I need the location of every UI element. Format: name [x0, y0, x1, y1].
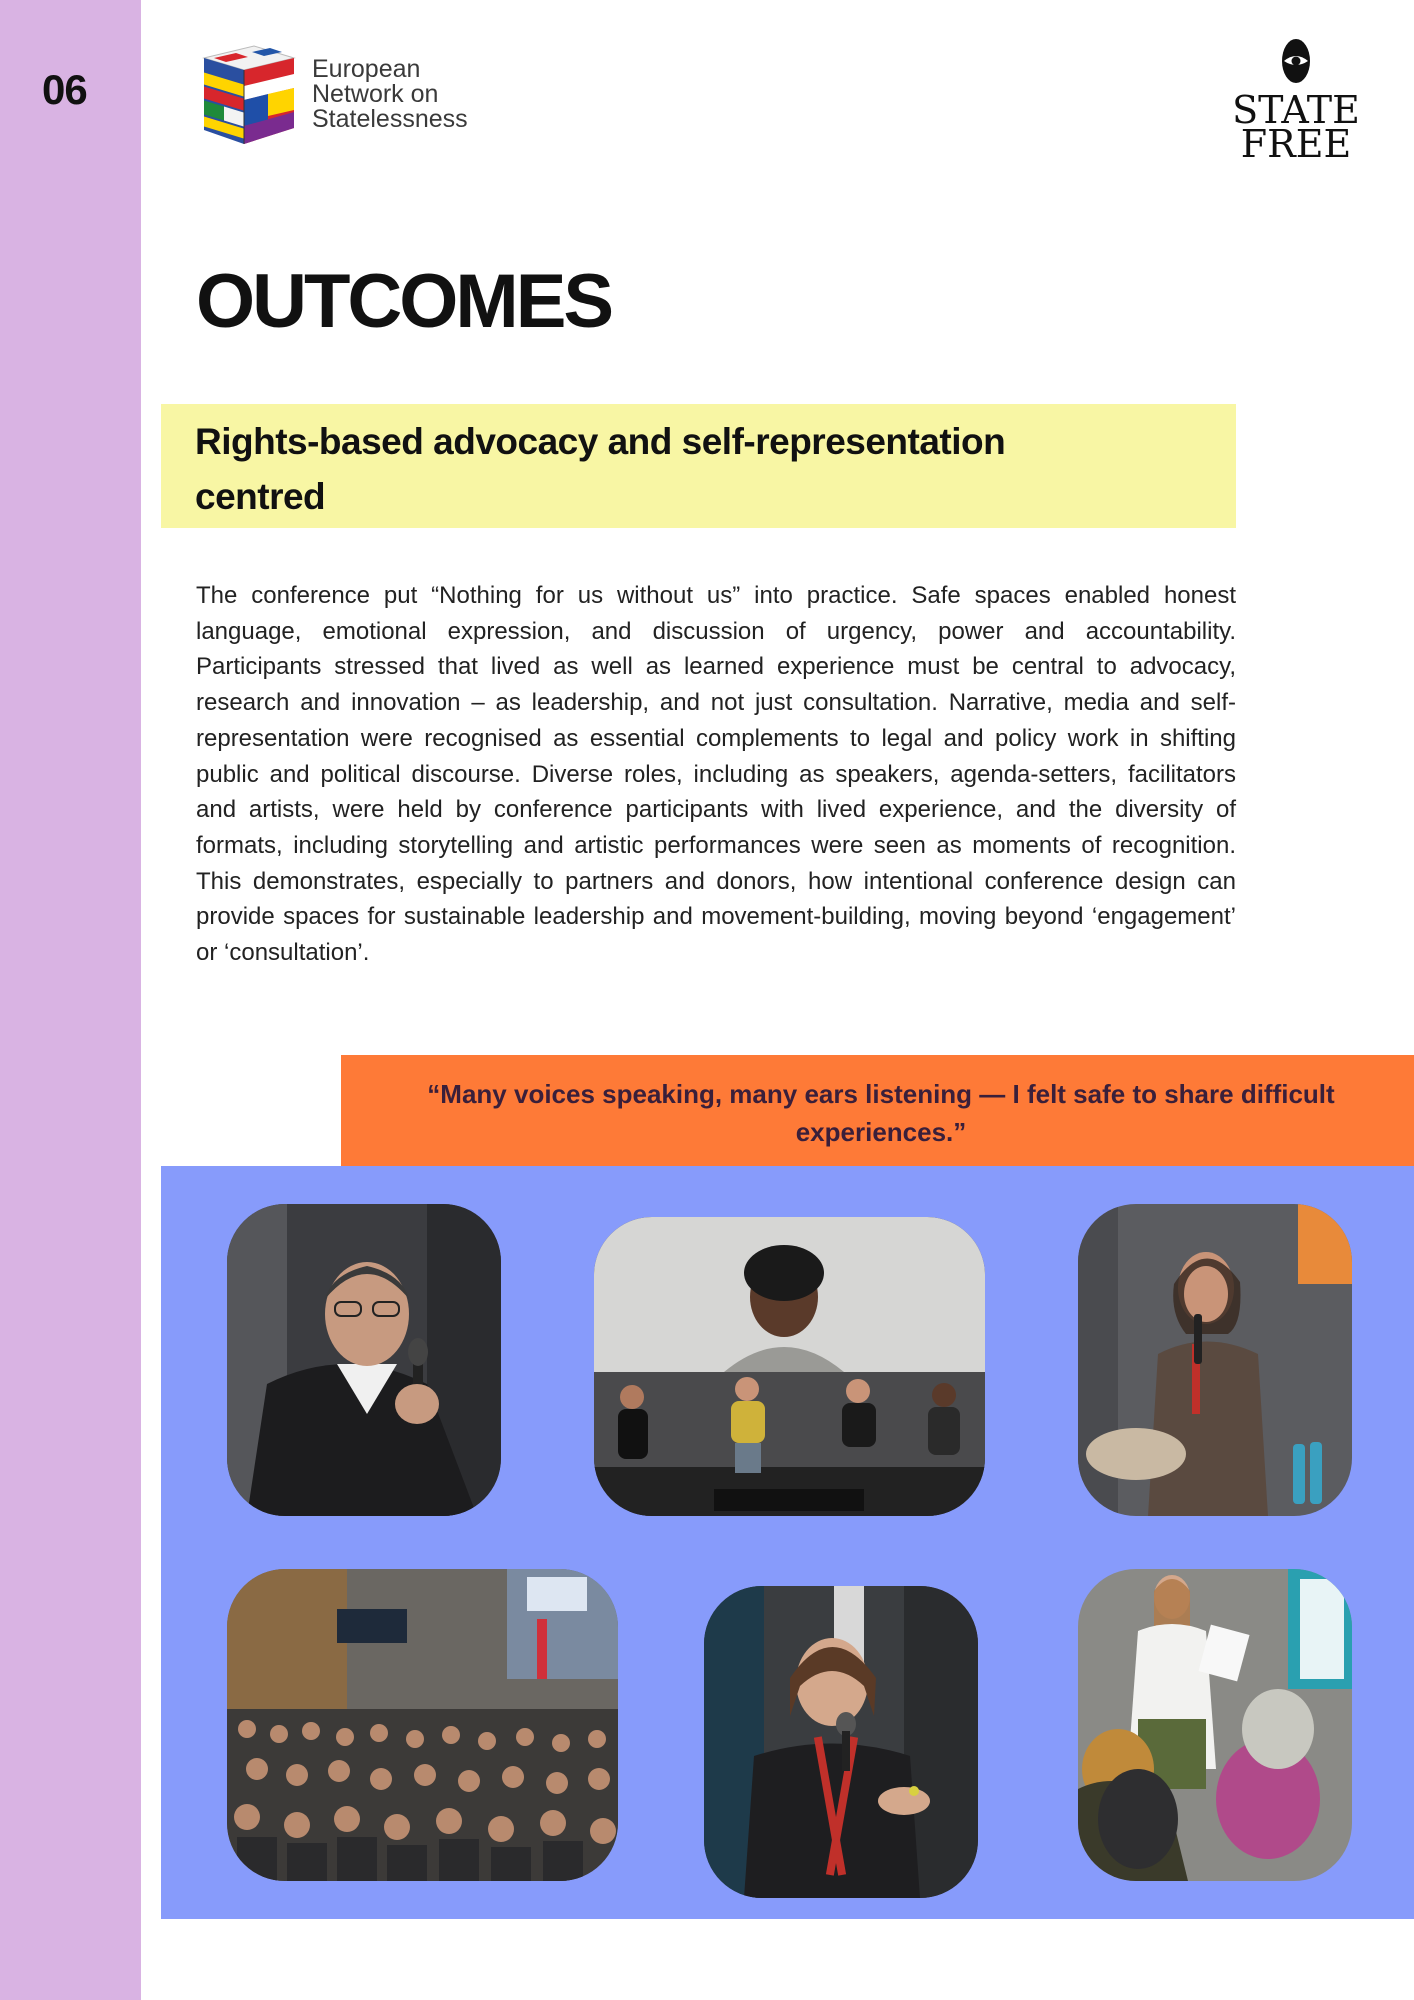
org-name-line: European: [312, 54, 421, 83]
partner-logo: [1228, 38, 1364, 166]
flag-cube-icon: [196, 40, 302, 148]
quote-box: [341, 1055, 1414, 1177]
page-title: OUTCOMES: [196, 259, 612, 344]
photo-image: [227, 1204, 501, 1516]
photo-speaker-man: [227, 1204, 501, 1516]
pull-quote: “Many voices speaking, many ears listening — I felt safe to share difficult experiences.”: [427, 1079, 1335, 1147]
photo-seated-speaker: [1078, 1204, 1352, 1516]
subtitle-highlight: [161, 404, 1236, 528]
partner-name-line: STATE: [1232, 88, 1360, 132]
photo-image: [1078, 1569, 1352, 1881]
photo-presenter: [1078, 1569, 1352, 1881]
photo-image: [704, 1586, 978, 1898]
org-name-line: Network on: [312, 79, 439, 108]
section-subtitle: Rights-based advocacy and self-representation centred: [195, 421, 1006, 517]
body-paragraph: The conference put “Nothing for us without us” into practice. Safe spaces enabled honest language, emotional expression, and discussion of urgency, power and accountability. Participants stressed that lived as well as learned experience must be central to advocacy, research and innovation – as leadership, and not just consultation. Narrative, media and self-representation were recognised as essential complements to legal and policy work in shifting public and political discourse. Diverse roles, including as speakers, agenda-setters, facilitators and artists, were held by conference participants with lived experience, and the diversity of formats, including storytelling and artistic performances were seen as moments of recognition. This demonstrates, especially to partners and donors, how intentional conference design can provide spaces for sustainable leadership and movement-building, moving beyond ‘engagement’ or ‘consultation’.: [196, 582, 1236, 967]
photo-woman-speaking: [704, 1586, 978, 1898]
photo-image: [594, 1217, 985, 1516]
page-number: 06: [42, 66, 87, 113]
partner-name: [1228, 88, 1364, 166]
org-logo: [196, 40, 468, 148]
photo-image: [1078, 1204, 1352, 1516]
photo-panel-discussion: [594, 1217, 985, 1516]
org-name: [312, 54, 468, 133]
partner-name-line: FREE: [1240, 122, 1352, 166]
side-color-bar: [0, 0, 141, 2000]
org-name-line: Statelessness: [312, 104, 468, 133]
photo-image: [227, 1569, 618, 1881]
statefree-eye-icon: [1281, 38, 1311, 84]
photo-conference-audience: [227, 1569, 618, 1881]
